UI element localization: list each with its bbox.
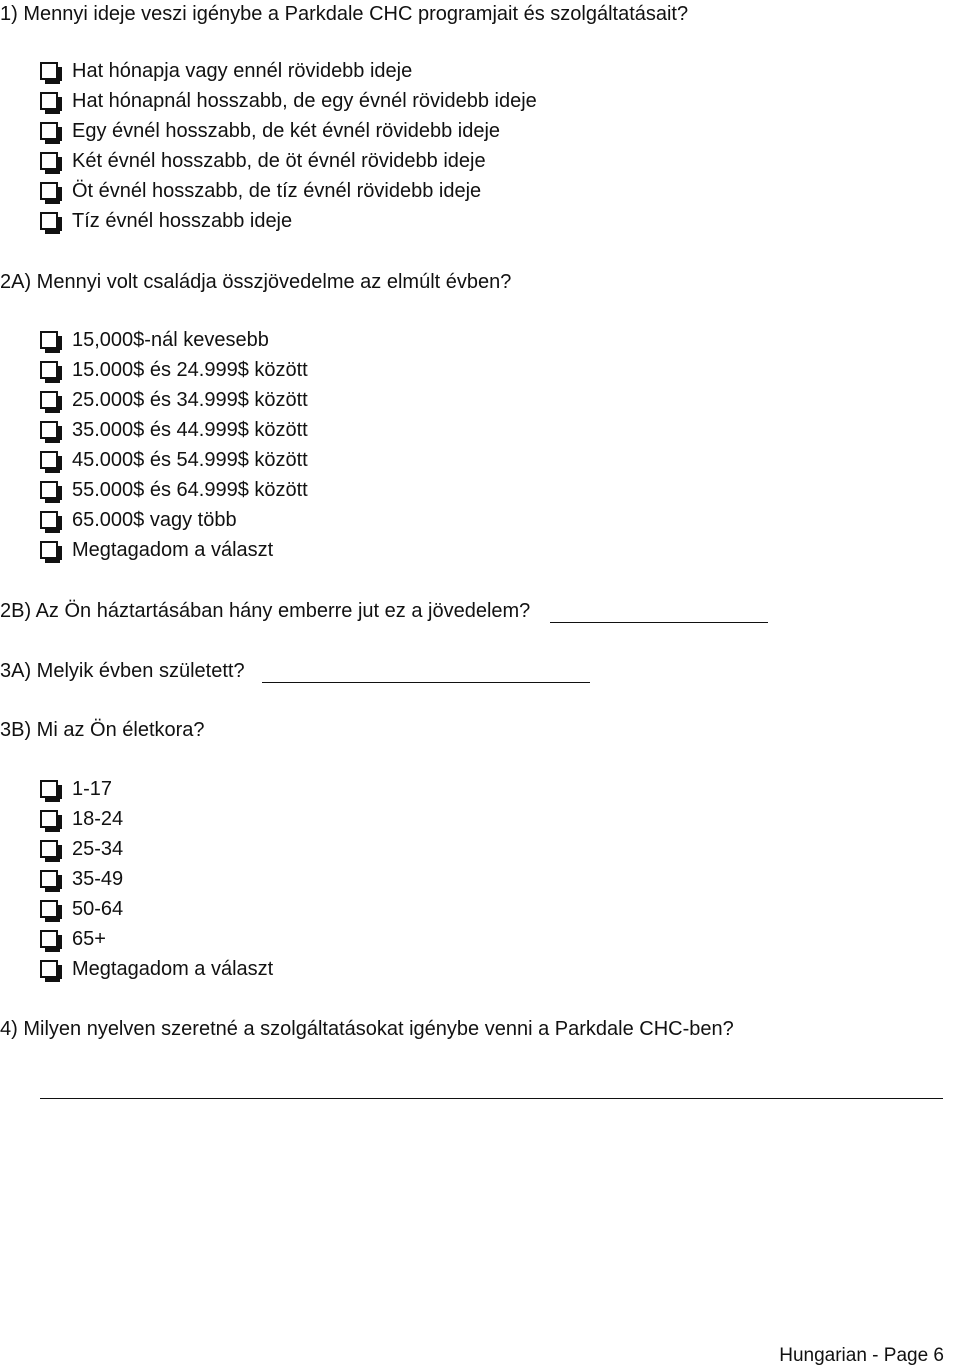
checkbox-icon[interactable] [40,511,58,529]
option-label: 35.000$ és 44.999$ között [72,419,308,441]
option-label: Hat hónapnál hosszabb, de egy évnél rövidebb ideje [72,90,537,112]
option-label: 25.000$ és 34.999$ között [72,389,308,411]
checkbox-icon[interactable] [40,900,58,918]
question-2b [0,598,768,623]
option-item [40,209,292,233]
option-item [40,89,537,113]
option-item [40,388,308,412]
language-answer-field[interactable] [40,1098,943,1099]
option-label: 15,000$-nál kevesebb [72,329,269,351]
question-2b-text: 2B) Az Ön háztartásában hány emberre jut ez a jövedelem? [0,600,531,622]
option-item [40,807,123,831]
option-item [40,119,500,143]
option-item [40,179,481,203]
option-label: Megtagadom a választ [72,539,274,561]
option-label: 18-24 [72,808,124,830]
question-1: 1) Mennyi ideje veszi igénybe a Parkdale CHC programjait és szolgáltatásait? [0,3,689,25]
option-label: 15.000$ és 24.999$ között [72,359,308,381]
checkbox-icon[interactable] [40,212,58,230]
checkbox-icon[interactable] [40,451,58,469]
checkbox-icon[interactable] [40,391,58,409]
checkbox-icon[interactable] [40,361,58,379]
option-item [40,897,123,921]
checkbox-icon[interactable] [40,152,58,170]
option-item [40,418,308,442]
option-label: 25-34 [72,838,124,860]
option-item [40,358,308,382]
option-label: Két évnél hosszabb, de öt évnél rövidebb ideje [72,150,486,172]
question-3a-text: 3A) Melyik évben született? [0,660,245,682]
question-3a [0,658,590,683]
option-label: Öt évnél hosszabb, de tíz évnél rövidebb ideje [72,180,482,202]
option-label: Egy évnél hosszabb, de két évnél rövidebb ideje [72,120,501,142]
checkbox-icon[interactable] [40,930,58,948]
option-item [40,957,273,981]
option-label: Tíz évnél hosszabb ideje [72,210,293,232]
option-item [40,149,486,173]
checkbox-icon[interactable] [40,331,58,349]
option-label: 45.000$ és 54.999$ között [72,449,308,471]
option-label: Hat hónapja vagy ennél rövidebb ideje [72,60,413,82]
option-item [40,478,308,502]
checkbox-icon[interactable] [40,182,58,200]
option-item [40,837,123,861]
household-count-field[interactable] [550,598,768,623]
option-item [40,328,269,352]
checkbox-icon[interactable] [40,421,58,439]
checkbox-icon[interactable] [40,541,58,559]
checkbox-icon[interactable] [40,122,58,140]
checkbox-icon[interactable] [40,62,58,80]
option-item [40,927,106,951]
option-label: Megtagadom a választ [72,958,274,980]
option-item [40,448,308,472]
page-footer: Hungarian - Page 6 [779,1345,944,1366]
option-item [40,777,112,801]
option-label: 65.000$ vagy több [72,509,237,531]
checkbox-icon[interactable] [40,870,58,888]
checkbox-icon[interactable] [40,92,58,110]
question-3b: 3B) Mi az Ön életkora? [0,719,205,741]
option-label: 35-49 [72,868,124,890]
checkbox-icon[interactable] [40,481,58,499]
checkbox-icon[interactable] [40,960,58,978]
checkbox-icon[interactable] [40,780,58,798]
option-item [40,508,237,532]
option-item [40,867,123,891]
option-label: 50-64 [72,898,124,920]
option-item [40,59,412,83]
question-4: 4) Milyen nyelven szeretné a szolgáltatásokat igénybe venni a Parkdale CHC-ben? [0,1018,734,1040]
birth-year-field[interactable] [262,658,590,683]
checkbox-icon[interactable] [40,810,58,828]
option-label: 65+ [72,928,106,950]
question-2a: 2A) Mennyi volt családja összjövedelme az elmúlt évben? [0,271,512,293]
option-label: 55.000$ és 64.999$ között [72,479,308,501]
option-item [40,538,273,562]
checkbox-icon[interactable] [40,840,58,858]
option-label: 1-17 [72,778,113,800]
